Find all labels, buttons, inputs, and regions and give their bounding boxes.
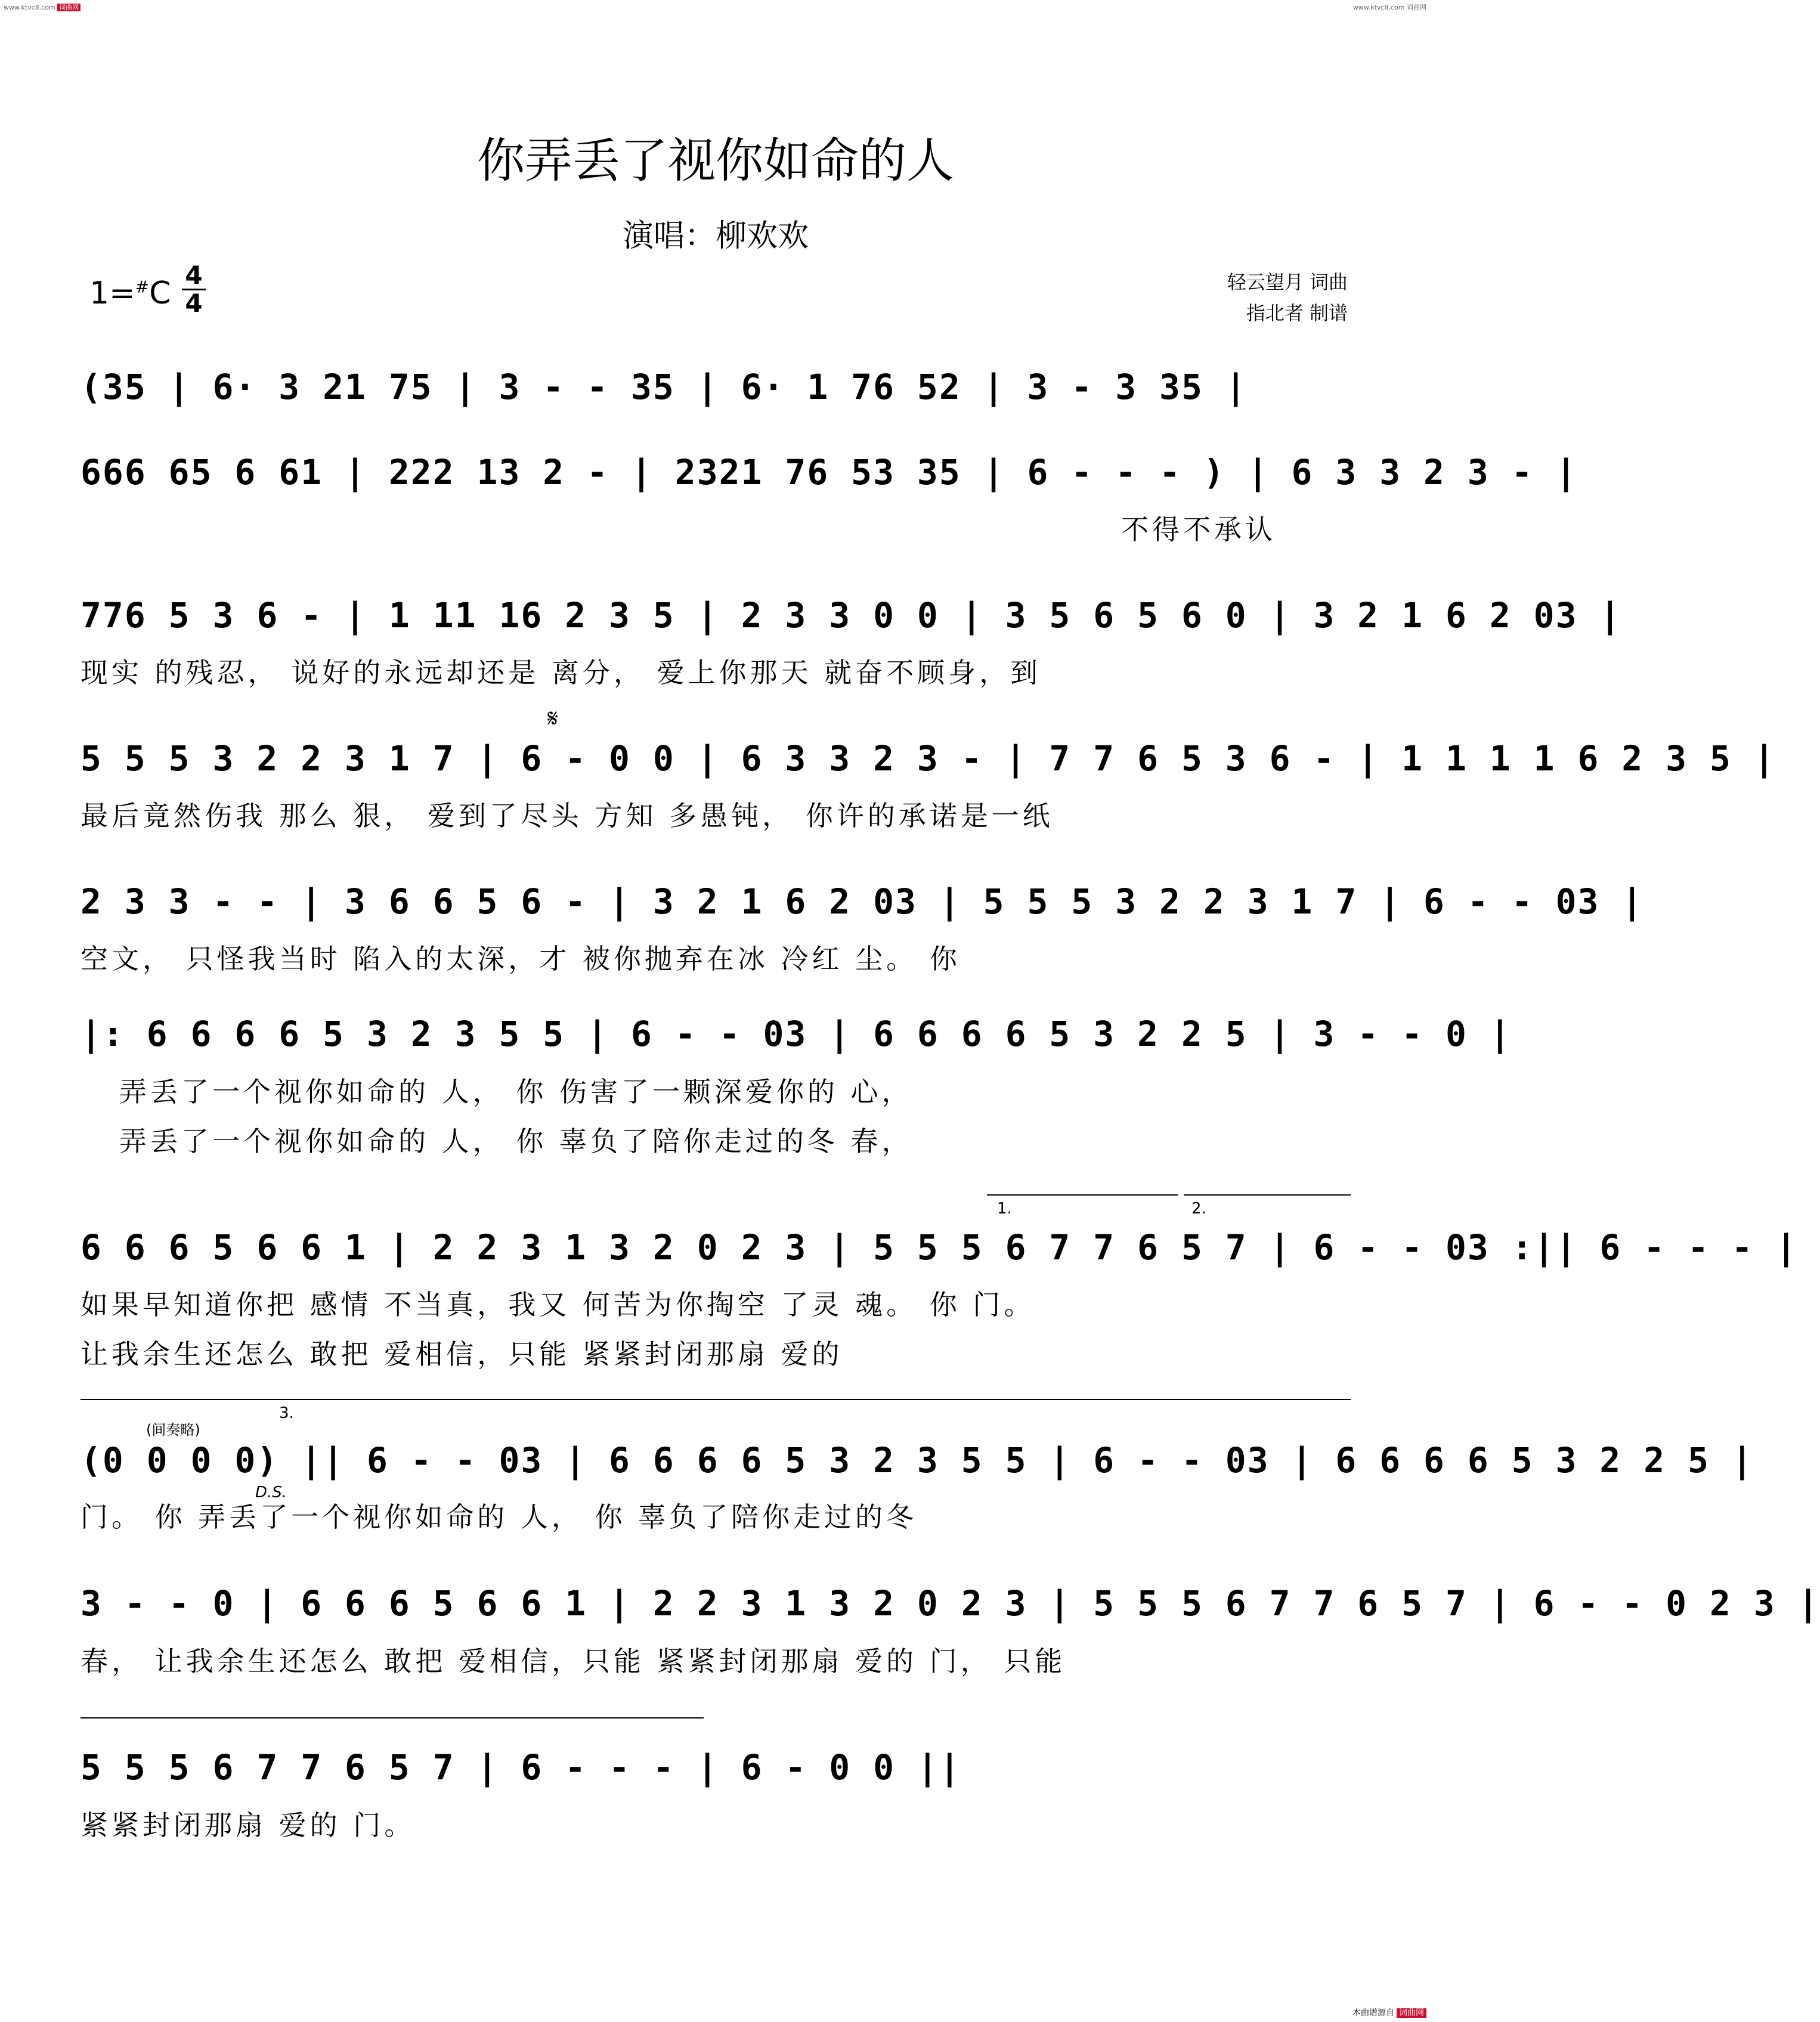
music-line-1: (35 | 6· 3 21 75 | 3 - - 35 | 6· 1 76 52 | 3 - 3 35 | bbox=[81, 367, 1248, 407]
arranger: 指北者 制谱 bbox=[1246, 302, 1348, 324]
time-signature: 4 4 bbox=[182, 262, 206, 317]
ending-1-bracket bbox=[987, 1194, 1178, 1196]
music-line-6: |: 6 6 6 6 5 3 2 3 5 5 | 6 - - 03 | 6 6 6 6 5 3 2 2 5 | 3 - - 0 | bbox=[81, 1014, 1512, 1054]
ending-3-label: 3. bbox=[279, 1404, 294, 1422]
lyricist-composer: 轻云望月 词曲 bbox=[1227, 271, 1348, 293]
lyric-line-4: 最后竟然伤我 那么 狠， 爱到了尽头 方知 多愚钝， 你许的承诺是一纸 bbox=[81, 800, 1054, 832]
song-title: 你弄丢了视你如命的人 bbox=[477, 133, 954, 188]
music-line-5: 2 3 3 - - | 3 6 6 5 6 - | 3 2 1 6 2 03 | 5 5 5 3 2 2 3 1 7 | 6 - - 03 | bbox=[81, 881, 1644, 922]
lyric-line-6a: 弄丢了一个视你如命的 人， 你 伤害了一颗深爱你的 心， bbox=[119, 1076, 913, 1108]
watermark-logo: 词曲网 bbox=[57, 4, 81, 11]
ds-mark: D.S. bbox=[255, 1484, 287, 1501]
singer-line: 演唱：柳欢欢 bbox=[622, 218, 809, 254]
ending-1-label: 1. bbox=[997, 1200, 1012, 1218]
footer-logo: 词曲网 bbox=[1397, 2008, 1426, 2018]
lyric-line-2: 不得不承认 bbox=[1121, 513, 1276, 546]
watermark-left: www.ktvc8.com 词曲网 bbox=[4, 2, 81, 12]
ending-3-bracket bbox=[81, 1399, 1351, 1400]
music-line-10: 5 5 5 6 7 7 6 5 7 | 6 - - - | 6 - 0 0 || bbox=[81, 1747, 961, 1788]
music-line-4: 5 5 5 3 2 2 3 1 7 | 6 - 0 0 | 6 3 3 2 3 - | 7 7 6 5 3 6 - | 1 1 1 1 6 2 3 5 | bbox=[81, 738, 1776, 779]
music-line-9: 3 - - 0 | 6 6 6 5 6 6 1 | 2 2 3 1 3 2 0 2 3 | 5 5 5 6 7 7 6 5 7 | 6 - - 0 2 3 | bbox=[81, 1583, 1820, 1624]
coda-bracket bbox=[81, 1717, 704, 1718]
lyric-line-5: 空文， 只怪我当时 陷入的太深，才 被你抛弃在冰 冷红 尘。 你 bbox=[81, 943, 961, 975]
key-signature: 1=#C bbox=[89, 275, 171, 311]
ending-2-label: 2. bbox=[1191, 1200, 1206, 1218]
footer-source: 本曲谱源自 词曲网 bbox=[1352, 2006, 1426, 2018]
lyric-line-7b: 让我余生还怎么 敢把 爱相信，只能 紧紧封闭那扇 爱的 bbox=[81, 1338, 843, 1370]
lyric-line-9: 春， 让我余生还怎么 敢把 爱相信，只能 紧紧封闭那扇 爱的 门， 只能 bbox=[81, 1645, 1066, 1677]
music-line-8: (0 0 0 0) || 6 - - 03 | 6 6 6 6 5 3 2 3 5 5 | 6 - - 03 | 6 6 6 6 5 3 2 2 5 | bbox=[81, 1440, 1754, 1481]
lyric-line-3: 现实 的残忍， 说好的永远却还是 离分， 爱上你那天 就奋不顾身，到 bbox=[81, 657, 1042, 689]
watermark-right: www.ktvc8.com 词曲网 bbox=[1352, 4, 1426, 11]
segno-mark: 𝄋 bbox=[547, 704, 559, 733]
music-line-2: 666 65 6 61 | 222 13 2 - | 2321 76 53 35 | 6 - - - ) | 6 3 3 2 3 - | bbox=[81, 452, 1578, 493]
music-line-7: 6 6 6 5 6 6 1 | 2 2 3 1 3 2 0 2 3 | 5 5 5 6 7 7 6 5 7 | 6 - - 03 :|| 6 - - - | bbox=[81, 1227, 1798, 1268]
ending-2-bracket bbox=[1184, 1194, 1351, 1196]
lyric-line-6b: 弄丢了一个视你如命的 人， 你 辜负了陪你走过的冬 春， bbox=[119, 1125, 913, 1157]
interlude-note: (间奏略) bbox=[146, 1422, 200, 1438]
lyric-line-7a: 如果早知道你把 感情 不当真，我又 何苦为你掏空 了灵 魂。 你 门。 bbox=[81, 1289, 1035, 1321]
lyric-line-10: 紧紧封闭那扇 爱的 门。 bbox=[81, 1809, 416, 1841]
music-line-3: 776 5 3 6 - | 1 11 16 2 3 5 | 2 3 3 0 0 | 3 5 6 5 6 0 | 3 2 1 6 2 03 | bbox=[81, 595, 1622, 636]
lyric-line-8: 门。 你 弄丢了一个视你如命的 人， 你 辜负了陪你走过的冬 bbox=[81, 1501, 918, 1533]
